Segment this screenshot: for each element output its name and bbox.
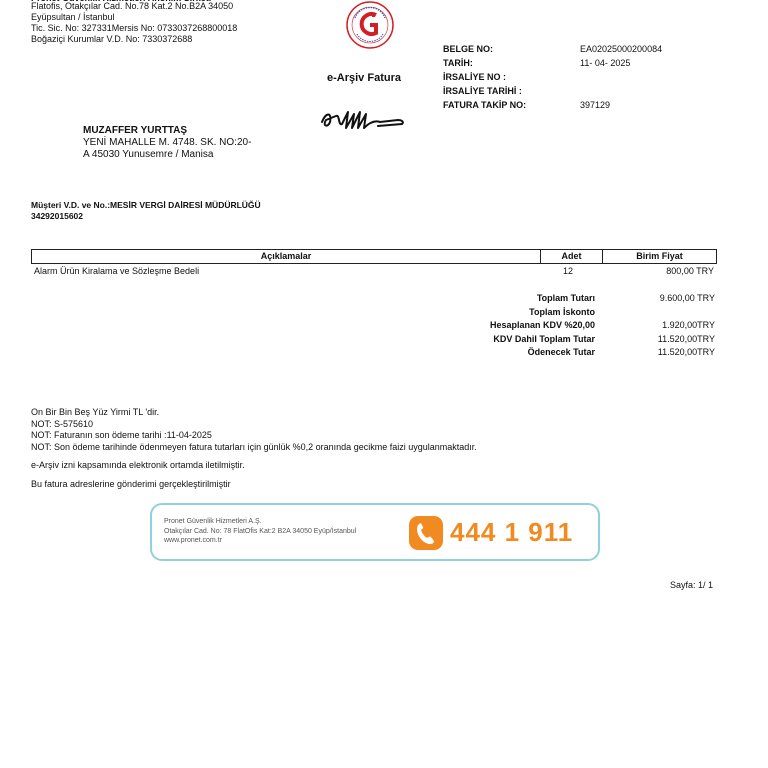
meta-label: TARİH: (443, 58, 473, 68)
total-label: Toplam Tutarı (536, 293, 595, 303)
note-line: NOT: S-575610 (31, 418, 94, 429)
customer-tax-office: Müşteri V.D. ve No.:MESİR VERGİ DAİRESİ MÜDÜRLÜĞÜ (31, 200, 261, 210)
column-header-description: Açıklamalar (32, 250, 541, 263)
company-info (31, 0, 237, 45)
total-label: KDV Dahil Toplam Tutar (493, 333, 595, 344)
total-label: Hesaplanan KDV %20,00 (489, 320, 595, 331)
total-row-discount (440, 307, 717, 321)
company-address-line1: Flatofis, Otakçılar Cad. No.78 Kat.2 No.B2A 34050 (31, 1, 234, 11)
banner-address: Otakçılar Cad. No: 78 FlatOfis Kat:2 B2A 34050 Eyüp/İstanbul (164, 527, 357, 535)
total-value: 9.600,00 TRY (659, 293, 715, 303)
totals-block (440, 293, 717, 361)
customer-name: MUZAFFER YURTTAŞ (83, 125, 188, 136)
meta-label: İRSALİYE NO : (443, 72, 507, 82)
meta-value: 397129 (580, 100, 611, 110)
banner-website: www.pronet.com.tr (164, 537, 222, 544)
item-quantity: 12 (563, 266, 574, 276)
table-header (31, 249, 717, 264)
signature-icon (318, 104, 408, 134)
customer-tax-number: 34292015602 (31, 211, 84, 221)
meta-value: 11- 04- 2025 (580, 58, 631, 68)
note-line: NOT: Son ödeme tarihinde ödenmeyen fatura tutarları için günlük %0,2 oranında gecikme faizi uygulanmaktadır. (31, 441, 477, 452)
banner-text (164, 517, 356, 546)
note-line: e-Arşiv izni kapsamında elektronik ortamda iletilmiştir. (31, 460, 245, 470)
column-header-unit-price: Birim Fiyat (636, 251, 683, 261)
meta-label: FATURA TAKİP NO: (443, 100, 527, 110)
page-number: Sayfa: 1/ 1 (670, 580, 714, 590)
customer-info (83, 124, 251, 161)
total-value: 11.520,00TRY (657, 347, 715, 358)
amount-in-words: On Bir Bin Beş Yüz Yirmi TL 'dir. (31, 407, 160, 417)
item-unit-price: 800,00 TRY (666, 266, 714, 276)
customer-tax-info (31, 200, 261, 222)
column-header-quantity: Adet (541, 250, 603, 263)
banner-phone-number: 444 1 911 (450, 517, 574, 547)
total-row-payable (440, 347, 717, 361)
customer-address-line2: A 45030 Yunusemre / Manisa (83, 149, 214, 160)
company-address-line2: Eyüpsultan / İstanbul (31, 12, 115, 22)
notes-block (31, 407, 477, 490)
total-label: Ödenecek Tutar (527, 347, 595, 358)
company-tax-office: Boğaziçi Kurumlar V.D. No: 7330372688 (31, 34, 193, 44)
phone-icon (408, 515, 444, 551)
item-description: Alarm Ürün Kiralama ve Sözleşme Bedeli (34, 266, 200, 276)
gib-seal-icon (345, 0, 395, 50)
table-row (31, 264, 717, 278)
company-registry: Tic. Sic. No: 327331Mersis No: 0733037268800018 (31, 23, 238, 33)
note-line: NOT: Faturanın son ödeme tarihi :11-04-2025 (31, 430, 212, 440)
banner-company-name: Pronet Güvenlik Hizmetleri A.Ş. (164, 518, 262, 525)
contact-banner (150, 503, 600, 561)
total-row-subtotal (440, 293, 717, 307)
total-value: 11.520,00TRY (657, 333, 715, 344)
meta-value: EA02025000200084 (580, 44, 663, 54)
line-items-table (31, 249, 717, 278)
meta-label: İRSALİYE TARİHİ : (443, 86, 522, 96)
document-title: e-Arşiv Fatura (327, 72, 401, 84)
customer-address-line1: YENİ MAHALLE M. 4748. SK. NO:20- (83, 137, 252, 148)
total-row-vat-included (440, 334, 717, 348)
total-row-vat (440, 320, 717, 334)
total-label: Toplam İskonto (529, 306, 595, 317)
note-line: Bu fatura adreslerine gönderimi gerçekleştirilmiştir (31, 478, 231, 489)
total-value: 1.920,00TRY (662, 320, 715, 331)
meta-label: BELGE NO: (443, 44, 494, 54)
